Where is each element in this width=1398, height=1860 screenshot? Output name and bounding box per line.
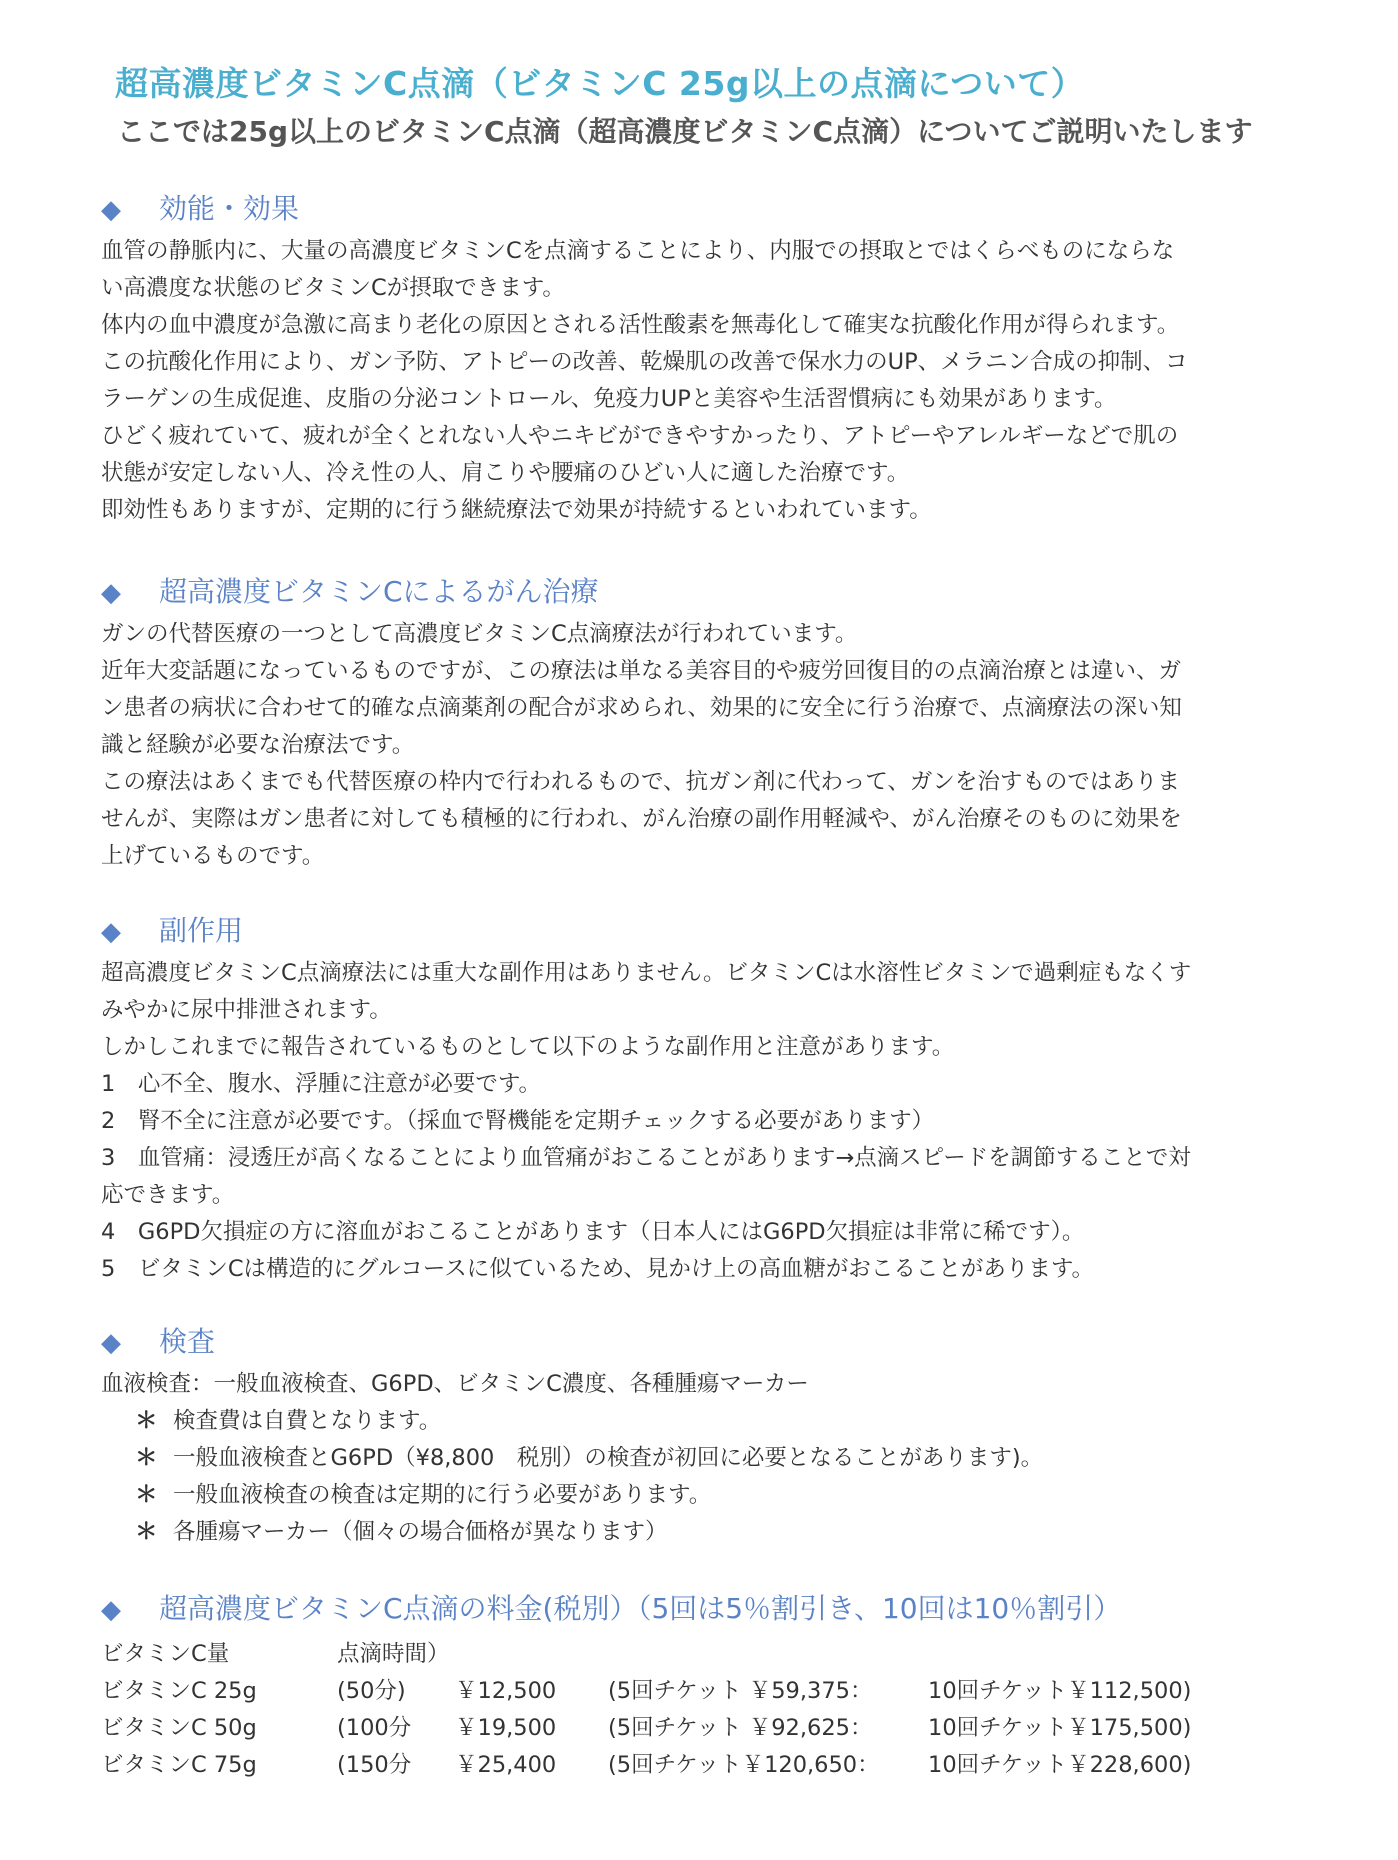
- row-five-ticket: (5回チケット￥120,650：: [608, 1751, 880, 1778]
- asterisk-icon: ＊: [135, 1482, 158, 1508]
- table-row: [101, 1670, 1191, 1707]
- section-heading: [101, 1322, 1341, 1362]
- page-title: 超高濃度ビタミンC点滴（ビタミンC 25g以上の点滴について）: [115, 64, 1085, 103]
- tests-intro: 血液検査：一般血液検査、G6PD、ビタミンC濃度、各種腫瘍マーカー: [101, 1371, 809, 1397]
- section-body: ガンの代替医療の一つとして高濃度ビタミンC点滴療法が行われています。 近年大変話題になっているものですが、この療法は単なる美容目的や疲労回復目的の点滴治療とは違い、ガ ン患者の病状に合わせて的確な点滴薬剤の配合が求められ、効果的に安全に行う治療で、点滴療法の深い知 識と経験が必要な治療法です。 この療法はあくまでも代替医療の枠内で行われるもので、抗ガン剤に代わって、ガンを治すものではありま せんが、実際はガン患者に対しても積極的に行われ、がん治療の副作用軽減や、がん治療そのものに効果を 上げているものです。: [101, 621, 1182, 869]
- section-heading-label: 副作用: [159, 914, 244, 947]
- asterisk-icon: ＊: [135, 1519, 158, 1545]
- row-amount: ビタミンC 50g: [101, 1714, 257, 1741]
- section-heading-label: 効能・効果: [159, 192, 300, 225]
- row-five-ticket: (5回チケット ￥92,625：: [608, 1714, 873, 1741]
- section-pricing: [101, 1589, 1341, 1781]
- section-heading: [101, 189, 1341, 229]
- diamond-icon: ◆: [101, 1595, 121, 1625]
- table-row: [101, 1744, 1191, 1781]
- page-subtitle: ここでは25g以上のビタミンC点滴（超高濃度ビタミンC点滴）についてご説明いたします: [117, 115, 1253, 148]
- row-price: ￥12,500: [455, 1677, 557, 1704]
- row-amount: ビタミンC 25g: [101, 1677, 257, 1704]
- test-note-text: 検査費は自費となります。: [173, 1408, 442, 1434]
- diamond-icon: ◆: [101, 195, 121, 225]
- section-body: 血管の静脈内に、大量の高濃度ビタミンCを点滴することにより、内服での摂取とではくらべものにならな い高濃度な状態のビタミンCが摂取できます。 体内の血中濃度が急激に高まり老化の原因とされる活性酸素を無毒化して確実な抗酸化作用が得られます。 この抗酸化作用により、ガン予防、アトピーの改善、乾燥肌の改善で保水力のUP、メラニン合成の抑制、コ ラーゲンの生成促進、皮脂の分泌コントロール、免疫力UPと美容や生活習慣病にも効果があります。 ひどく疲れていて、疲れが全くとれない人やニキビができやすかったり、アトピーやアレルギーなどで肌の 状態が安定しない人、冷え性の人、肩こりや腰痛のひどい人に適した治療です。 即効性もありますが、定期的に行う継続療法で効果が持続するといわれています。: [101, 238, 1188, 523]
- section-tests: [101, 1322, 1341, 1551]
- asterisk-icon: ＊: [135, 1445, 158, 1471]
- section-heading: [101, 911, 1341, 951]
- test-note: [101, 1403, 1341, 1440]
- diamond-icon: ◆: [101, 917, 121, 947]
- section-heading-label: 超高濃度ビタミンCによるがん治療: [159, 575, 599, 608]
- section-heading-label: 超高濃度ビタミンC点滴の料金(税別）（5回は5％割引き、10回は10％割引）: [159, 1592, 1122, 1625]
- section-cancer-treatment: [101, 572, 1341, 875]
- section-heading: [101, 572, 1341, 612]
- price-table: [101, 1633, 1191, 1781]
- row-amount: ビタミンC 75g: [101, 1751, 257, 1778]
- row-ten-ticket: 10回チケット￥112,500): [928, 1677, 1192, 1704]
- row-price: ￥25,400: [455, 1751, 557, 1778]
- section-effects: [101, 189, 1341, 529]
- test-note: [101, 1477, 1341, 1514]
- row-time: (50分): [337, 1677, 406, 1704]
- asterisk-icon: ＊: [135, 1408, 158, 1434]
- diamond-icon: ◆: [101, 578, 121, 608]
- section-heading: [101, 1589, 1341, 1629]
- row-ten-ticket: 10回チケット￥175,500): [928, 1714, 1192, 1741]
- row-price: ￥19,500: [455, 1714, 557, 1741]
- diamond-icon: ◆: [101, 1328, 121, 1358]
- header-time: 点滴時間）: [337, 1640, 450, 1667]
- test-note-text: 各腫瘍マーカー（個々の場合価格が異なります）: [173, 1519, 668, 1545]
- row-five-ticket: (5回チケット ￥59,375：: [608, 1677, 873, 1704]
- section-side-effects: [101, 911, 1341, 1288]
- price-table-header: [101, 1633, 1191, 1670]
- test-note: [101, 1440, 1341, 1477]
- section-body: 超高濃度ビタミンC点滴療法には重大な副作用はありません。ビタミンCは水溶性ビタミンで過剰症もなくす みやかに尿中排泄されます。 しかしこれまでに報告されているものとして以下のような副作用と注意があります。 1 心不全、腹水、浮腫に注意が必要です。 2 腎不全に注意が必要です。（採血で腎機能を定期チェックする必要があります） 3 血管痛：浸透圧が高くなることにより血管痛がおこることがあります→点滴スピードを調節することで対 応できます。 4 G6PD欠損症の方に溶血がおこることがあります（日本人にはG6PD欠損症は非常に稀です）。 5 ビタミンCは構造的にグルコースに似ているため、見かけ上の高血糖がおこることがあります。: [101, 960, 1192, 1282]
- test-note-text: 一般血液検査とG6PD（¥8,800 税別）の検査が初回に必要となることがあります)。: [173, 1445, 1044, 1471]
- row-ten-ticket: 10回チケット￥228,600): [928, 1751, 1192, 1778]
- section-heading-label: 検査: [159, 1325, 216, 1358]
- test-note: [101, 1514, 1341, 1551]
- test-note-text: 一般血液検査の検査は定期的に行う必要があります。: [173, 1482, 712, 1508]
- row-time: (150分: [337, 1751, 412, 1778]
- header-amount: ビタミンC量: [101, 1640, 230, 1667]
- row-time: (100分: [337, 1714, 412, 1741]
- table-row: [101, 1707, 1191, 1744]
